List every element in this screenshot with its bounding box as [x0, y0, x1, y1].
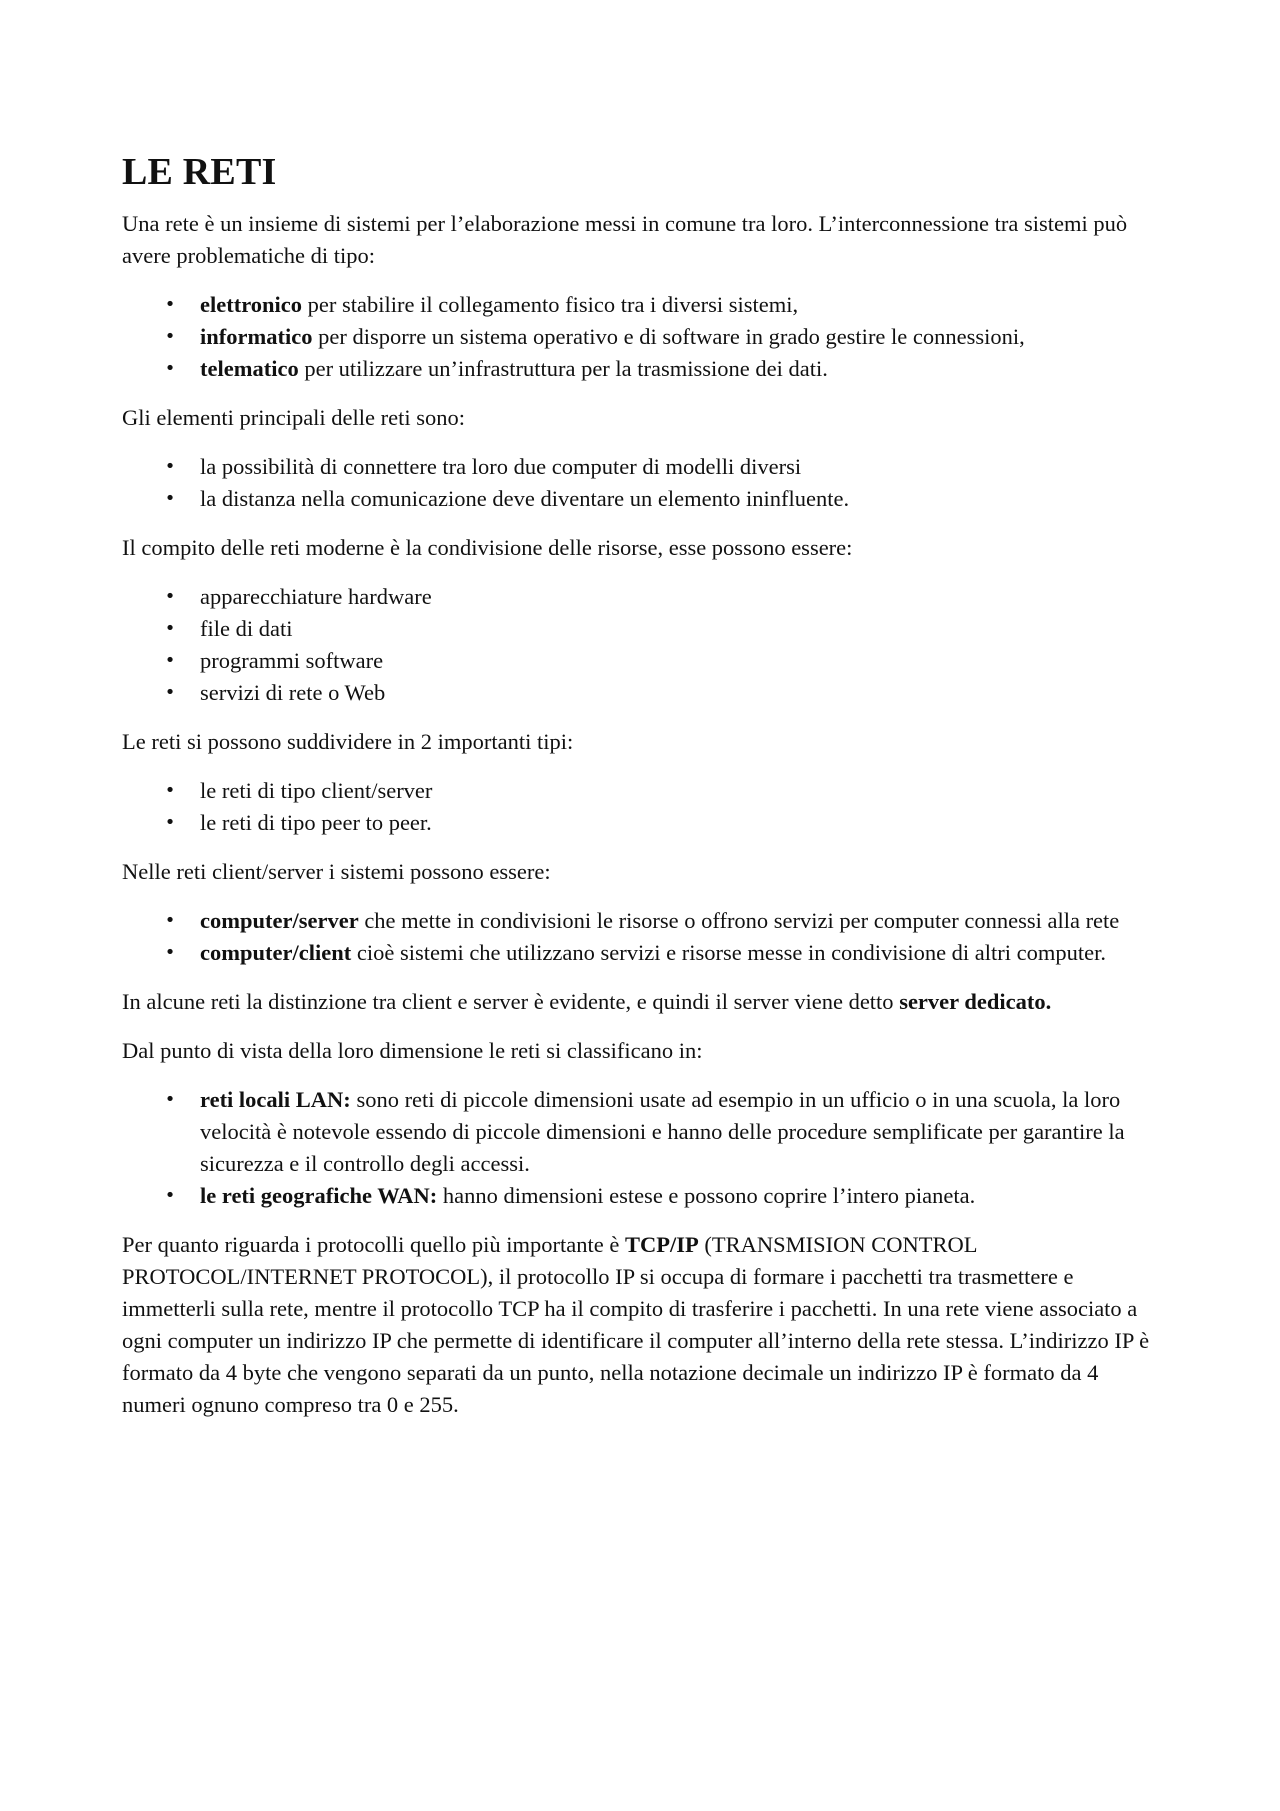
bullet-icon: • [164, 586, 176, 607]
bullet-icon: • [164, 358, 176, 379]
bullet-icon: • [164, 942, 176, 963]
bullet-icon: • [164, 294, 176, 315]
bullet-icon: • [164, 456, 176, 477]
list-item: • le reti di tipo client/server [122, 775, 1167, 807]
problem-types-list [122, 289, 1167, 385]
list-item: • programmi software [122, 645, 1167, 677]
document-page [122, 150, 1167, 1438]
list-item: • informatico per disporre un sistema operativo e di software in grado gestire le connessioni, [122, 321, 1167, 353]
list-item: • computer/client cioè sistemi che utilizzano servizi e risorse messe in condivisione di altri computer. [122, 937, 1167, 969]
protocols-paragraph: Per quanto riguarda i protocolli quello più importante è TCP/IP (TRANSMISION CONTROL PROTOCOL/INTERNET PROTOCOL), il protocollo IP si occupa di formare i pacchetti tra trasmettere e immetterli sulla rete, mentre il protocollo TCP ha il compito di trasferire i pacchetti. In una rete viene associato a ogni computer un indirizzo IP che permette di identificare il computer all’interno della rete stessa. L’indirizzo IP è formato da 4 byte che vengono separati da un punto, nella notazione decimale un indirizzo IP è formato da 4 numeri ognuno compreso tra 0 e 255. [122, 1232, 1150, 1417]
bullet-icon: • [164, 780, 176, 801]
list-item: • la distanza nella comunicazione deve diventare un elemento ininfluente. [122, 483, 1167, 515]
bullet-icon: • [164, 488, 176, 509]
bullet-icon: • [164, 1185, 176, 1206]
network-types-list [122, 775, 1167, 839]
list-item: • computer/server che mette in condivisioni le risorse o offrono servizi per computer connessi alla rete [122, 905, 1167, 937]
list-item: • servizi di rete o Web [122, 677, 1167, 709]
elements-paragraph: Gli elementi principali delle reti sono: [122, 405, 466, 430]
bullet-icon: • [164, 650, 176, 671]
dimension-paragraph: Dal punto di vista della loro dimensione le reti si classificano in: [122, 1038, 703, 1063]
resources-list [122, 581, 1167, 709]
bullet-icon: • [164, 326, 176, 347]
list-item: • apparecchiature hardware [122, 581, 1167, 613]
list-item: • reti locali LAN: sono reti di piccole dimensioni usate ad esempio in un ufficio o in una scuola, la loro velocità è notevole essendo di piccole dimensioni e hanno delle procedure semplificate per garantire la sicurezza e il controllo degli accessi. [122, 1084, 1167, 1180]
list-item: • la possibilità di connettere tra loro due computer di modelli diversi [122, 451, 1167, 483]
resources-paragraph: Il compito delle reti moderne è la condivisione delle risorse, esse possono essere: [122, 535, 853, 560]
dimension-list [122, 1084, 1167, 1212]
list-item: • le reti geografiche WAN: hanno dimensioni estese e possono coprire l’intero pianeta. [122, 1180, 1167, 1212]
client-server-list [122, 905, 1167, 969]
client-server-paragraph: Nelle reti client/server i sistemi possono essere: [122, 859, 551, 884]
bullet-icon: • [164, 618, 176, 639]
bullet-icon: • [164, 910, 176, 931]
bullet-icon: • [164, 682, 176, 703]
bullet-icon: • [164, 1089, 176, 1110]
bullet-icon: • [164, 812, 176, 833]
list-item: • elettronico per stabilire il collegamento fisico tra i diversi sistemi, [122, 289, 1167, 321]
list-item: • telematico per utilizzare un’infrastruttura per la trasmissione dei dati. [122, 353, 1167, 385]
list-item: • le reti di tipo peer to peer. [122, 807, 1167, 839]
network-types-paragraph: Le reti si possono suddividere in 2 importanti tipi: [122, 729, 574, 754]
dedicated-server-paragraph: In alcune reti la distinzione tra client e server è evidente, e quindi il server viene detto server dedicato. [122, 989, 1052, 1014]
elements-list [122, 451, 1167, 515]
intro-paragraph: Una rete è un insieme di sistemi per l’elaborazione messi in comune tra loro. L’interconnessione tra sistemi può avere problematiche di tipo: [122, 211, 1128, 268]
page-title: LE RETI [122, 151, 277, 193]
list-item: • file di dati [122, 613, 1167, 645]
